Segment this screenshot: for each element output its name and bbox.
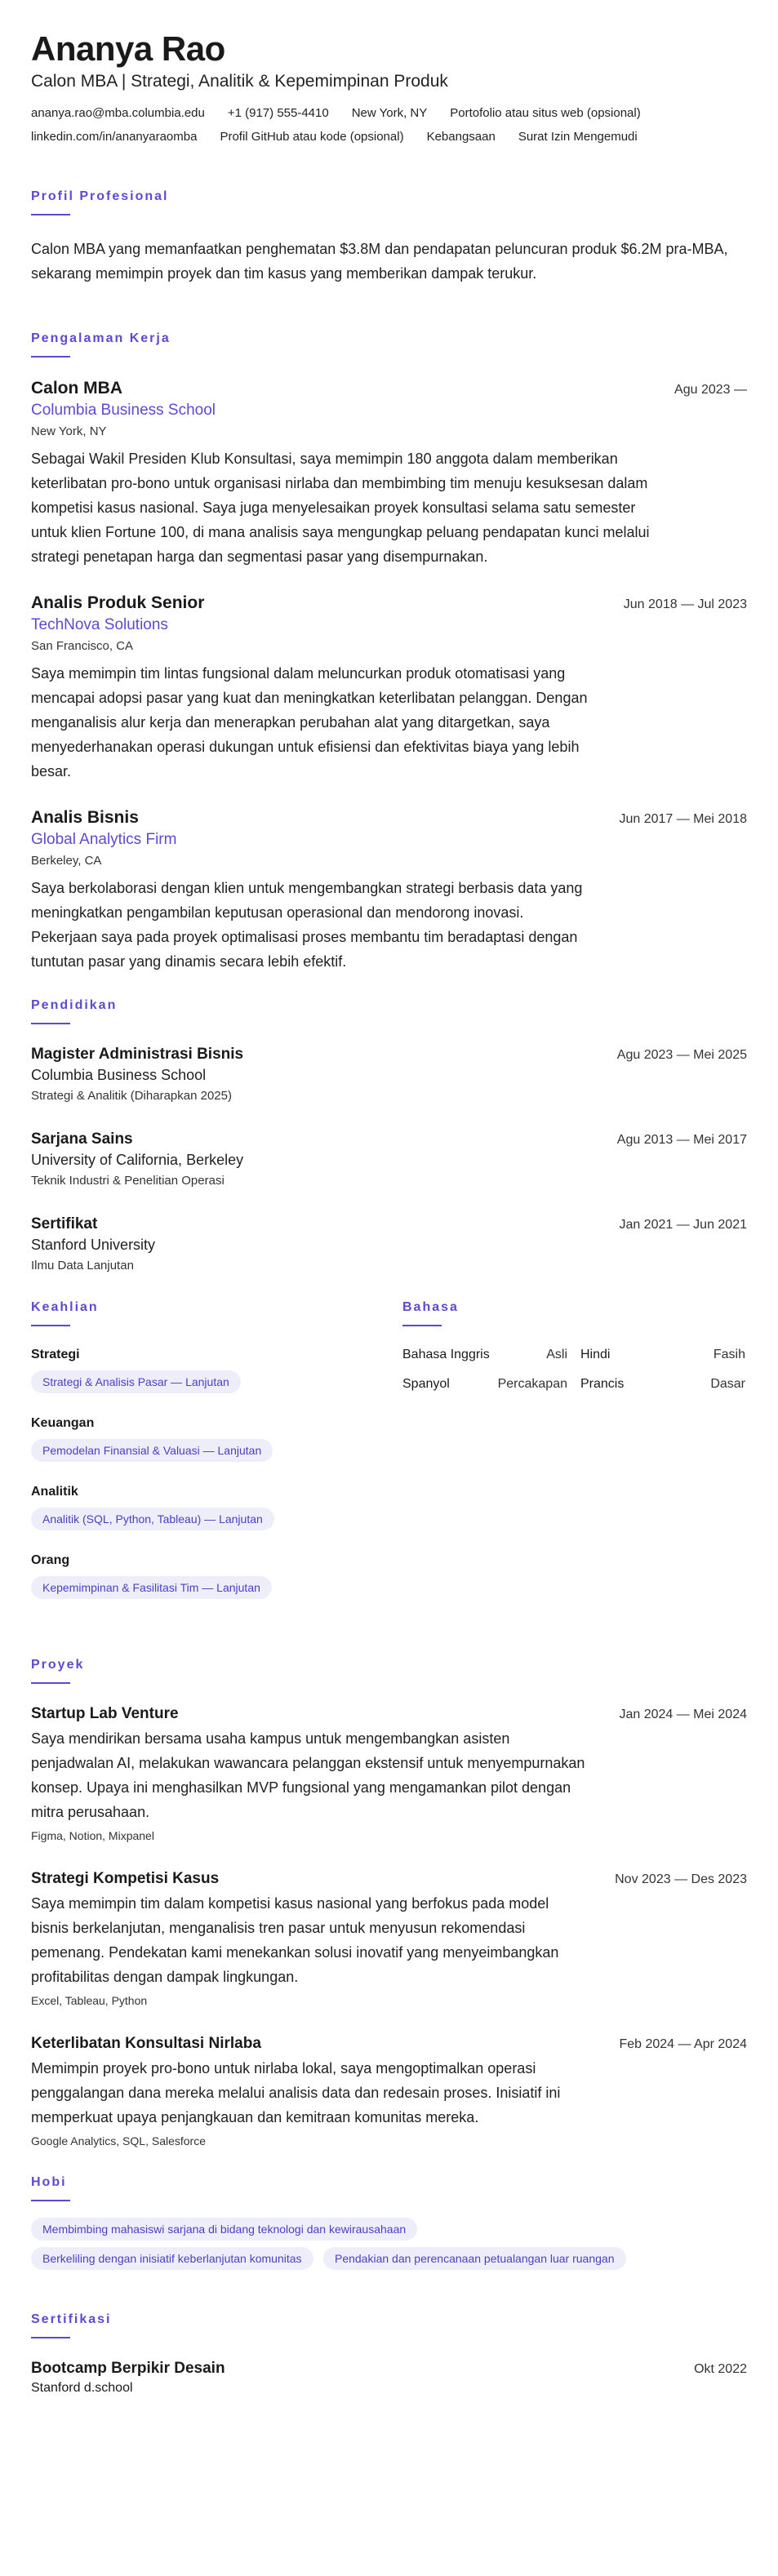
job-title: Analis Bisnis [31,808,139,827]
skill-category: Orang [31,1553,70,1567]
skill-category: Strategi [31,1348,80,1361]
language-item [580,1348,745,1362]
job-date: Agu 2023 — [674,383,747,397]
skill-pill: Kepemimpinan & Fasilitasi Tim — Lanjutan [31,1576,272,1599]
certification-entry [31,2360,747,2396]
hobby-pill: Pendakian dan perencanaan petualangan luar ruangan [323,2247,626,2270]
field-of-study: Strategi & Analitik (Diharapkan 2025) [31,1089,232,1103]
language-name: Prancis [580,1377,625,1391]
section-divider [31,2200,70,2201]
project-tools: Google Analytics, SQL, Salesforce [31,2134,206,2147]
project-entry [31,2035,747,2147]
section-divider [31,356,70,358]
project-entry [31,1705,747,1842]
experience-entry [31,808,747,974]
project-tools: Excel, Tableau, Python [31,1994,148,2007]
job-date: Jun 2018 — Jul 2023 [623,597,747,611]
section-divider [31,2337,70,2338]
language-level: Dasar [710,1377,745,1391]
certification-date: Okt 2022 [694,2362,747,2376]
project-name: Startup Lab Venture [31,1705,179,1722]
hobby-list [31,2218,747,2276]
contact-phone[interactable]: +1 (917) 555-4410 [227,106,329,120]
job-location: Berkeley, CA [31,854,102,868]
experience-section [31,331,747,974]
job-description: Sebagai Wakil Presiden Klub Konsultasi, saya memimpin 180 anggota dalam memberikan keterlibatan pro-bono untuk organisasi nirlaba dan membimbing tim menuju kesuksesan dalam kompetisi kasus nasional. Saya juga menyelesaikan proyek konsultasi selama satu semester untuk klien Fortune 100, di mana analisis saya mengungkap peluang pendapatan kunci melalui strategi penetapan harga dan segmentasi pasar yang disempurnakan. [31,451,650,565]
language-name: Spanyol [402,1377,450,1391]
project-date: Nov 2023 — Des 2023 [615,1872,747,1886]
job-location: New York, NY [31,424,107,438]
job-location: San Francisco, CA [31,639,134,653]
skill-pill: Strategi & Analisis Pasar — Lanjutan [31,1370,241,1393]
section-divider [31,214,70,215]
contact-portfolio[interactable]: Portofolio atau situs web (opsional) [450,106,641,120]
certifications-section [31,2312,747,2396]
hobby-pill: Berkeliling dengan inisiatif keberlanjutan komunitas [31,2247,313,2270]
language-name: Hindi [580,1348,611,1361]
job-description: Saya berkolaborasi dengan klien untuk mengembangkan strategi berbasis data yang meningkatkan pengambilan keputusan operasional dan mendorong inovasi. Pekerjaan saya pada proyek optimalisasi proses membantu tim beradaptasi dengan tuntutan pasar yang dinamis secara lebih efektif. [31,880,583,970]
section-divider [31,1023,70,1024]
language-level: Fasih [713,1348,745,1361]
project-name: Keterlibatan Konsultasi Nirlaba [31,2035,261,2052]
school-name: Stanford University [31,1237,156,1253]
projects-section [31,1658,747,2147]
section-title: Bahasa [402,1300,459,1314]
project-date: Jan 2024 — Mei 2024 [619,1708,747,1721]
job-organization: Global Analytics Firm [31,831,177,848]
certification-issuer: Stanford d.school [31,2381,133,2395]
project-entry [31,1870,747,2007]
project-description: Memimpin proyek pro-bono untuk nirlaba lokal, saya mengoptimalkan operasi penggalangan dana mereka melalui analisis data dan redesain proses. Inisiatif ini memperkuat upaya penjangkauan dan kemitraan komunitas mereka. [31,2060,561,2125]
skills-section [31,1300,402,1622]
education-entry [31,1215,747,1272]
skill-group [31,1485,402,1537]
job-date: Jun 2017 — Mei 2018 [619,812,747,826]
job-organization: TechNova Solutions [31,616,168,633]
education-date: Agu 2013 — Mei 2017 [616,1133,747,1147]
language-item [580,1377,745,1392]
project-description: Saya mendirikan bersama usaha kampus untuk mengembangkan asisten penjadwalan AI, melakukan wawancara pelanggan ekstensif untuk menyempurnakan konsep. Upaya ini menghasilkan MVP fungsional yang mengamankan pilot dengan mitra perusahaan. [31,1730,585,1820]
education-date: Agu 2023 — Mei 2025 [616,1048,747,1062]
language-level: Percakapan [497,1377,567,1391]
language-level: Asli [546,1348,567,1361]
degree-title: Sarjana Sains [31,1130,133,1148]
job-title: Calon MBA [31,379,122,398]
section-divider [31,1682,70,1684]
degree-title: Sertifikat [31,1215,98,1232]
skill-group [31,1416,402,1468]
language-list [402,1348,745,1392]
experience-entry [31,379,747,569]
field-of-study: Teknik Industri & Penelitian Operasi [31,1174,225,1188]
language-name: Bahasa Inggris [402,1348,490,1361]
skill-category: Analitik [31,1485,78,1499]
section-title: Pendidikan [31,998,118,1012]
section-title: Sertifikasi [31,2312,112,2326]
contact-nationality: Kebangsaan [426,130,496,144]
education-date: Jan 2021 — Jun 2021 [619,1218,747,1232]
summary-section [31,189,747,286]
candidate-headline: Calon MBA | Strategi, Analitik & Kepemimpinan Produk [31,72,448,91]
section-title: Pengalaman Kerja [31,331,171,345]
field-of-study: Ilmu Data Lanjutan [31,1259,134,1272]
school-name: Columbia Business School [31,1067,207,1083]
contact-location: New York, NY [351,106,428,120]
candidate-name: Ananya Rao [31,29,225,68]
section-divider [402,1325,442,1326]
language-item [402,1377,567,1392]
hobbies-section [31,2175,747,2276]
resume-header [31,29,747,144]
section-title: Profil Profesional [31,189,169,203]
skill-pill: Pemodelan Finansial & Valuasi — Lanjutan [31,1439,273,1462]
project-description: Saya memimpin tim dalam kompetisi kasus nasional yang berfokus pada model bisnis berkelanjutan, menganalisis tren pasar untuk menyusun rekomendasi pemenang. Pendekatan kami menekankan solusi inovatif yang menyeimbangkan profitabilitas dengan dampak lingkungan. [31,1895,559,1985]
contact-info [31,106,747,144]
section-divider [31,1325,70,1326]
contact-license: Surat Izin Mengemudi [518,130,638,144]
skill-group [31,1348,402,1400]
hobby-pill: Membimbing mahasiswi sarjana di bidang teknologi dan kewirausahaan [31,2218,417,2241]
project-date: Feb 2024 — Apr 2024 [619,2037,747,2051]
education-entry [31,1046,747,1103]
section-title: Keahlian [31,1300,99,1314]
education-section [31,998,747,1272]
contact-email[interactable]: ananya.rao@mba.columbia.edu [31,106,205,120]
skill-category: Keuangan [31,1416,95,1430]
contact-github[interactable]: Profil GitHub atau kode (opsional) [220,130,404,144]
summary-text: Calon MBA yang memanfaatkan penghematan $3.8M dan pendapatan peluncuran produk $6.2M pra-MBA, sekarang memimpin proyek dan tim kasus yang memberikan dampak terukur. [31,241,728,282]
language-item [402,1348,567,1362]
section-title: Hobi [31,2175,67,2189]
job-description: Saya memimpin tim lintas fungsional dalam meluncurkan produk otomatisasi yang mencapai adopsi pasar yang kuat dan meningkatkan keterlibatan pelanggan. Dengan menganalisis alur kerja dan menerapkan perubahan alat yang ditargetkan, saya menyederhanakan operasi dukungan untuk efisiensi dan efektivitas biaya yang lebih besar. [31,665,588,779]
project-name: Strategi Kompetisi Kasus [31,1870,220,1887]
education-entry [31,1130,747,1188]
skills-languages-row [31,1300,747,1622]
section-title: Proyek [31,1658,85,1672]
school-name: University of California, Berkeley [31,1152,244,1168]
skill-group [31,1553,402,1606]
experience-entry [31,593,747,784]
languages-section [402,1300,745,1622]
job-organization: Columbia Business School [31,402,216,419]
certification-name: Bootcamp Berpikir Desain [31,2360,225,2377]
contact-linkedin[interactable]: linkedin.com/in/ananyaraomba [31,130,198,144]
degree-title: Magister Administrasi Bisnis [31,1046,244,1063]
job-title: Analis Produk Senior [31,593,205,612]
project-tools: Figma, Notion, Mixpanel [31,1829,154,1842]
skill-pill: Analitik (SQL, Python, Tableau) — Lanjutan [31,1508,274,1530]
